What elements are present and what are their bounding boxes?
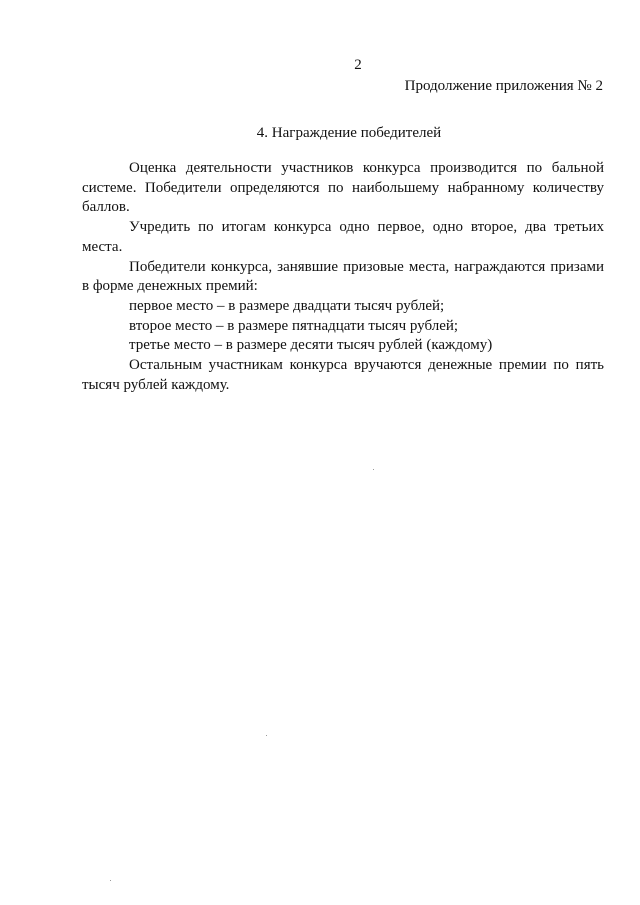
prize-third-place: третье место – в размере десяти тысяч рублей (каждому) <box>129 337 493 354</box>
paragraph-places: Учредить по итогам конкурса одно первое, одно второе, два третьих места. <box>82 219 604 255</box>
prize-first-place: первое место – в размере двадцати тысяч рублей; <box>129 297 445 314</box>
appendix-note: Продолжение приложения № 2 <box>404 78 603 94</box>
scan-speck <box>373 469 374 470</box>
paragraph-other-participants: Остальным участникам конкурса вручаются денежные премии по пять тысяч рублей каждому. <box>82 357 604 393</box>
scan-speck <box>110 880 111 881</box>
page-number: 2 <box>354 57 362 73</box>
prize-second-place: второе место – в размере пятнадцати тысяч рублей; <box>129 317 459 334</box>
scan-speck <box>266 735 267 736</box>
paragraph-prizes-intro: Победители конкурса, занявшие призовые места, награждаются призами в форме денежных премий: <box>82 258 604 295</box>
section-body <box>82 159 604 395</box>
section-title: 4. Награждение победителей <box>256 125 442 141</box>
paragraph-evaluation: Оценка деятельности участников конкурса производится по бальной системе. Победители определяются по наибольшему набранному количеству баллов. <box>82 160 604 216</box>
